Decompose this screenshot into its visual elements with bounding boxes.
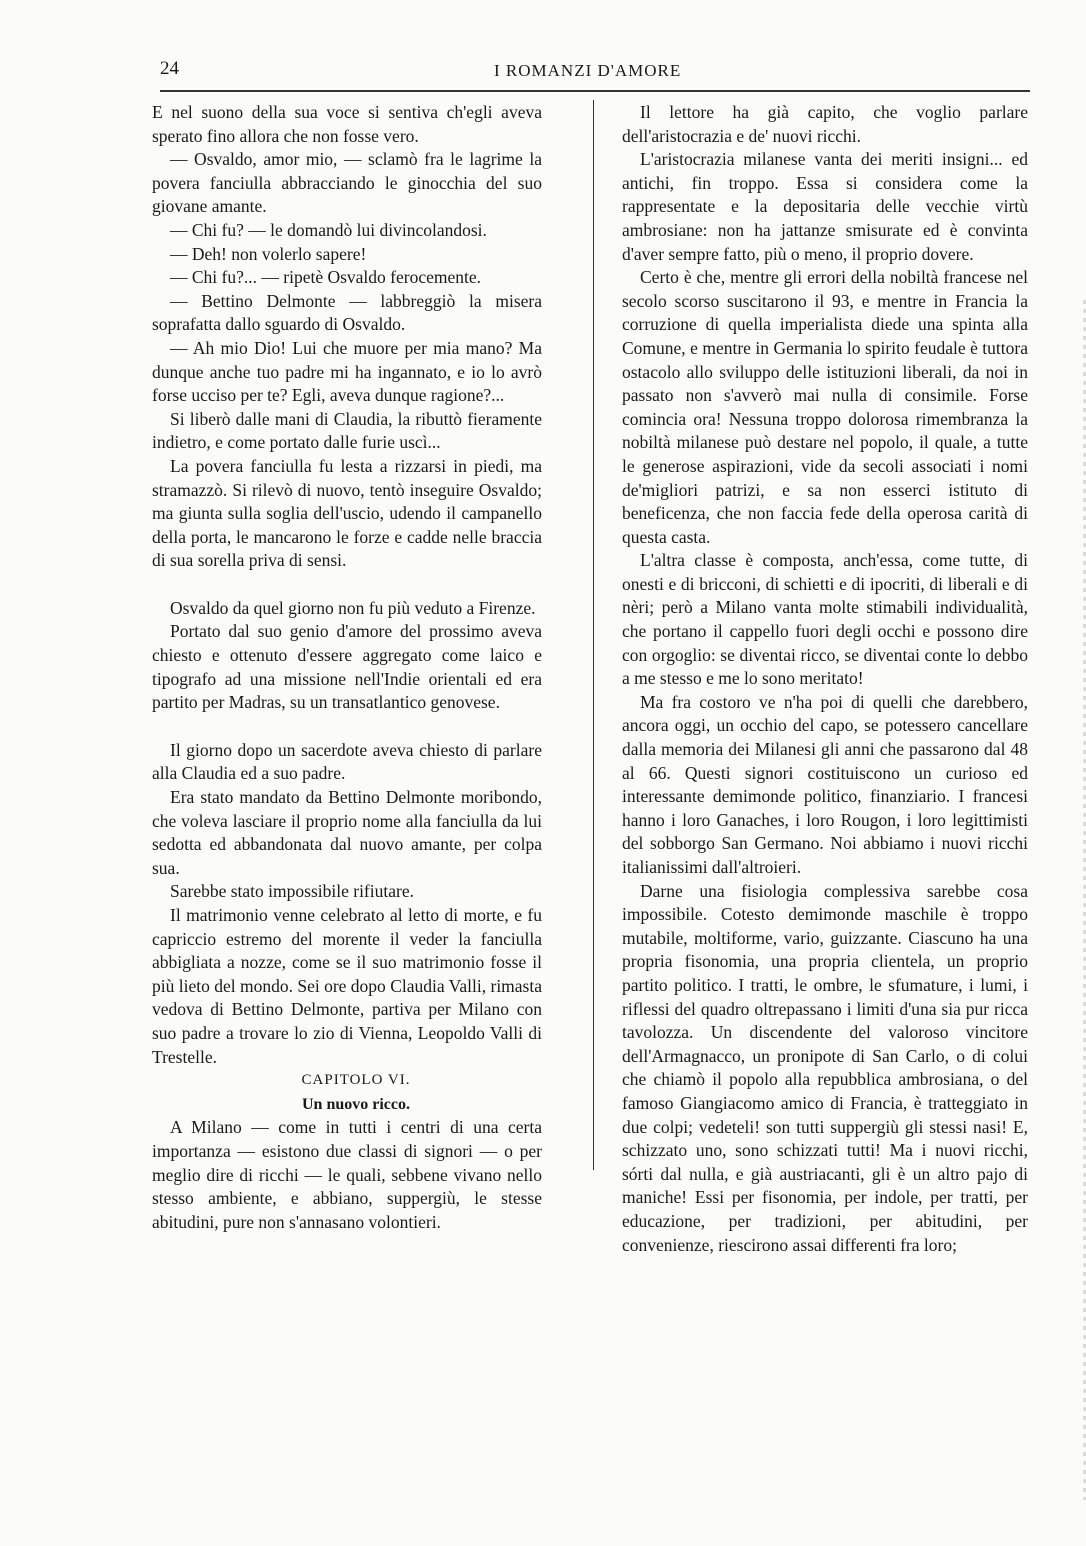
header-rule	[160, 90, 1030, 92]
left-column-chapter-body	[152, 1116, 542, 1234]
paragraph: Sarebbe stato impossibile rifiutare.	[170, 881, 414, 902]
paragraph: Si liberò dalle mani di Claudia, la ributtò fieramente indietro, e come portato dalle furie uscì...	[152, 408, 542, 453]
paragraph: Il matrimonio venne celebrato al letto di morte, e fu capriccio estremo del morente il veder la fanciulla abbigliata a nozze, come se il suo matrimonio fosse il più lieto del mondo. Sei ore dopo Claudia Valli, rimasta vedova di Bettino Delmonte, partiva per Milano con suo padre a trovare lo zio di Vienna, Leopoldo Valli di Trestelle.	[152, 905, 542, 1067]
paragraph: — Ah mio Dio! Lui che muore per mia mano? Ma dunque anche tuo padre mi ha ingannato, e io lo avrò forse ucciso per te? Egli, aveva dunque ragione?...	[152, 337, 542, 406]
paragraph: Era stato mandato da Bettino Delmonte moribondo, che voleva lasciare il proprio nome alla fanciulla da lui sedotta ed abbandonata dal nuovo amante, per colpa sua.	[152, 787, 542, 878]
paragraph: Il giorno dopo un sacerdote aveva chiesto di parlare alla Claudia ed a suo padre.	[152, 739, 542, 784]
page-number: 24	[160, 58, 179, 79]
paragraph: Ma fra costoro ve n'ha poi di quelli che darebbero, ancora oggi, un occhio del capo, se potessero cancellare dalla memoria dei Milanesi gli anni che passarono dal 48 al 66. Questi signori costituiscono un curioso ed interessante demimonde politico, finanziario. I francesi hanno i loro Ganaches, i loro Rougon, i loro legittimisti del sobborgo San Germano. Noi abbiamo i nuovi ricchi italianissimi dall'altroieri.	[622, 691, 1028, 877]
column-divider	[593, 100, 594, 1170]
right-column	[622, 101, 1028, 1257]
paragraph: Portato dal suo genio d'amore del prossimo aveva chiesto e ottenuto d'essere aggregato come laico e tipografo ad una missione nell'Indie orientali ed era partito per Madras, su un transatlantico genovese.	[152, 621, 542, 713]
paragraph: Darne una fisiologia complessiva sarebbe cosa impossibile. Cotesto demimonde maschile è troppo mutabile, moltiforme, vario, guizzante. Ciascuno ha una propria fisonomia, una propria clientela, un proprio partito politico. I tratti, le ombre, le sfumature, i lumi, i riflessi del quadro oltrepassano i limiti d'una sia pur ricca tavolozza. Un discendente del valoroso vincitore dell'Armagnacco, un pronipote di San Carlo, o di colui che chiamò il popolo alla repubblica ambrosiana, o del famoso Giangiacomo amico di Francia, è tratteggiato in due colpi; vedeteli! son tutti suppergiù gli stessi nasi! E, schizzato uno, sono schizzati tutti! Ma i nuovi ricchi, sórti dal nulla, e già austriacanti, gli è un altro pajo di maniche! Essi per fisonomia, per indole, per tratti, per educazione, per tradizioni, per abitudini, per convenienze, riescirono assai differenti fra loro;	[622, 880, 1028, 1255]
paragraph: — Deh! non volerlo sapere!	[170, 243, 367, 264]
right-column-body	[622, 101, 1028, 1257]
paragraph: La povera fanciulla fu lesta a rizzarsi in piedi, ma stramazzò. Si rilevò di nuovo, tentò inseguire Osvaldo; ma giunta sulla soglia dell'uscio, udendo il campanello della porta, le mancarono le forze e cadde nelle braccia di sua sorella priva di sensi.	[152, 455, 542, 571]
paragraph: Osvaldo da quel giorno non fu più veduto a Firenze.	[170, 597, 536, 618]
paragraph: Certo è che, mentre gli errori della nobiltà francese nel secolo scorso suscitarono il 93, e mentre in Francia la corruzione di quella imperialista diede una spinta alla Comune, e mentre in Germania lo spirito feudale è tuttora ostacolo allo sviluppo delle istituzioni liberali, da noi in passato non s'avverò mai nulla di consimile. Forse comincia ora! Nessuna troppo dolorosa rimembranza la nobiltà milanese può destare nel popolo, il quale, a tutte le generose aspirazioni, vide da secoli associati i nomi de'migliori patrizi, e sa non esserci istituto di beneficenza, che non faccia fede della operosa carità di questa casta.	[622, 267, 1028, 547]
chapter-heading: CAPITOLO VI.	[301, 1072, 411, 1089]
left-column	[152, 101, 542, 1234]
left-column-body	[152, 101, 542, 1069]
page-header	[160, 58, 1030, 88]
paragraph: — Bettino Delmonte — labbreggiò la misera soprafatta dallo sguardo di Osvaldo.	[152, 290, 542, 335]
running-title: I ROMANZI D'AMORE	[494, 61, 682, 80]
paragraph: L'aristocrazia milanese vanta dei meriti insigni... ed antichi, fin troppo. Essa si considera come la rappresentate e la depositaria delle vecchie virtù ambrosiane: non ha jattanze smisurate ed è convinta d'aver sempre fatto, più o meno, il proprio dovere.	[622, 149, 1028, 264]
paragraph: L'altra classe è composta, anch'essa, come tutte, di onesti e di bricconi, di schietti e di ipocriti, di liberali e di nèri; però a Milano vanta molte stimabili individualità, che portano il cappello fuori degli occhi e possono dire con orgoglio: se diventai ricco, se diventai conte lo debbo a me stesso e me lo sono meritato!	[622, 550, 1028, 689]
chapter-title: Un nuovo ricco.	[302, 1095, 410, 1113]
paragraph: Il lettore ha già capito, che voglio parlare dell'aristocrazia e de' nuovi ricchi.	[622, 102, 1028, 146]
paragraph: — Osvaldo, amor mio, — sclamò fra le lagrime la povera fanciulla abbracciando le ginocchia del suo giovane amante.	[152, 149, 542, 217]
paragraph: — Chi fu?... — ripetè Osvaldo ferocemente.	[170, 267, 482, 288]
paragraph: E nel suono della sua voce si sentiva ch'egli aveva sperato fino allora che non fosse vero.	[152, 102, 542, 146]
paragraph: — Chi fu? — le domandò lui divincolandosi.	[170, 219, 487, 240]
paragraph: A Milano — come in tutti i centri di una certa importanza — esistono due classi di signori — o per meglio dire di ricchi — le quali, sebbene vivano nello stesso ambiente, e abbiano, suppergiù, le stesse abitudini, pure non s'annasano volontieri.	[152, 1117, 542, 1232]
